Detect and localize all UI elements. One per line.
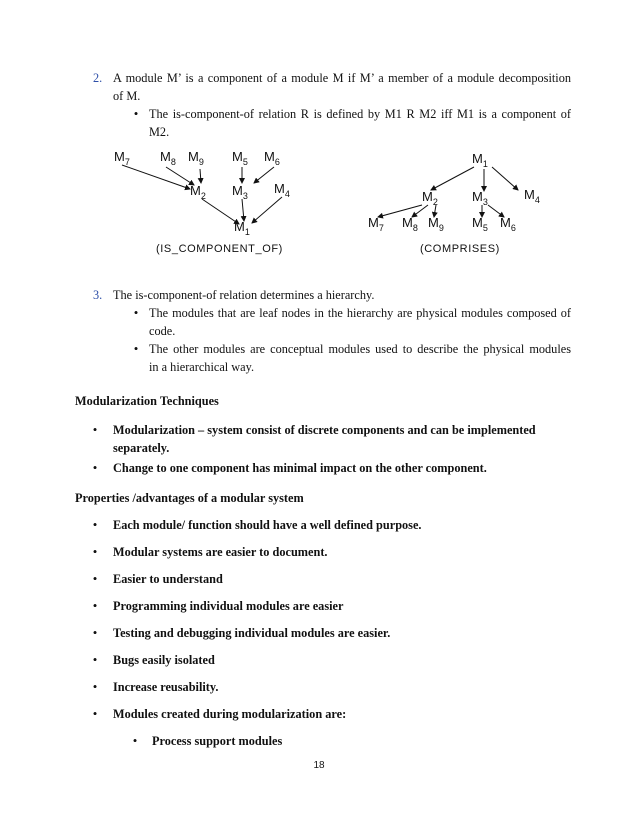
section1-bullet-1-line2: separately. — [113, 441, 170, 455]
section1-bullet-2-dot: • — [92, 460, 98, 475]
right-node-m9: $M_9$ — [428, 215, 444, 233]
section2-bullet-6: Bugs easily isolated — [113, 653, 215, 667]
page-number: 18 — [313, 760, 325, 771]
section2-bullet-4: Programming individual modules are easier — [113, 599, 344, 613]
right-node-m3: $M_3$ — [472, 189, 488, 207]
section2-bullet-8-dot: • — [92, 706, 98, 721]
section2-bullet-1-dot: • — [92, 517, 98, 532]
item2-bullet-line2: M2. — [149, 125, 170, 139]
section2-bullet-2-dot: • — [92, 544, 98, 559]
section2-bullet-3: Easier to understand — [113, 572, 223, 586]
section2-sub-bullet-1-dot: • — [132, 733, 138, 748]
item2-text-line2: of M. — [113, 89, 141, 103]
section2-bullet-6-dot: • — [92, 652, 98, 667]
left-caption: (IS_COMPONENT_OF) — [156, 243, 283, 255]
section2-bullet-2: Modular systems are easier to document. — [113, 545, 328, 559]
left-node-m6: $M_6$ — [264, 149, 280, 167]
right-node-m6: $M_6$ — [500, 215, 516, 233]
section1-bullet-1-dot: • — [92, 422, 98, 437]
section2-bullet-4-dot: • — [92, 598, 98, 613]
section2-bullet-1: Each module/ function should have a well defined purpose. — [113, 518, 422, 532]
left-node-m1: $M_1$ — [234, 219, 250, 237]
section2-bullet-7-dot: • — [92, 679, 98, 694]
item3-bullet-1-line2: code. — [149, 324, 176, 338]
left-node-m3: $M_3$ — [232, 183, 248, 201]
item3-bullet-2-dot: • — [133, 341, 139, 356]
item3-bullet-2-line1: The other modules are conceptual modules used to describe the physical modules — [149, 342, 571, 356]
left-node-m9: $M_9$ — [188, 149, 204, 167]
item3-text: The is-component-of relation determines a hierarchy. — [113, 288, 375, 302]
item3-bullet-2-line2: in a hierarchical way. — [149, 360, 255, 374]
item3-bullet-1-line1: The modules that are leaf nodes in the hierarchy are physical modules composed of — [149, 306, 571, 320]
section-heading-properties: Properties /advantages of a modular system — [75, 491, 304, 505]
item2-number: 2. — [93, 71, 103, 85]
right-node-m8: $M_8$ — [402, 215, 418, 233]
section2-bullet-5: Testing and debugging individual modules are easier. — [113, 626, 391, 640]
section1-bullet-2-line1: Change to one component has minimal impact on the other component. — [113, 461, 487, 475]
component-diagram — [114, 147, 584, 263]
item2-text-line1: A module M’ is a component of a module M if M’ a member of a module decomposition — [113, 71, 571, 85]
right-node-m7: $M_7$ — [368, 215, 384, 233]
left-node-m5: $M_5$ — [232, 149, 248, 167]
item2-bullet-dot: • — [133, 106, 139, 121]
section2-sub-bullet-1: Process support modules — [152, 734, 283, 748]
left-node-m2: $M_2$ — [190, 183, 206, 201]
right-node-m5: $M_5$ — [472, 215, 488, 233]
right-node-m4: $M_4$ — [524, 187, 540, 205]
left-node-m8: $M_8$ — [160, 149, 176, 167]
left-node-m4: $M_4$ — [274, 181, 290, 199]
section2-bullet-3-dot: • — [92, 571, 98, 586]
section2-bullet-7: Increase reusability. — [113, 680, 219, 694]
right-node-m1: $M_1$ — [472, 151, 488, 169]
section2-bullet-8: Modules created during modularization are: — [113, 707, 347, 721]
item3-number: 3. — [93, 288, 103, 302]
section-heading-modularization: Modularization Techniques — [75, 394, 219, 408]
right-node-m2: $M_2$ — [422, 189, 438, 207]
right-caption: (COMPRISES) — [420, 243, 500, 255]
section2-bullet-5-dot: • — [92, 625, 98, 640]
left-node-m7: $M_7$ — [114, 149, 130, 167]
section1-bullet-1-line1: Modularization – system consist of discrete components and can be implemented — [113, 423, 536, 437]
item2-bullet-line1: The is-component-of relation R is defined by M1 R M2 iff M1 is a component of — [149, 107, 571, 121]
item3-bullet-1-dot: • — [133, 305, 139, 320]
